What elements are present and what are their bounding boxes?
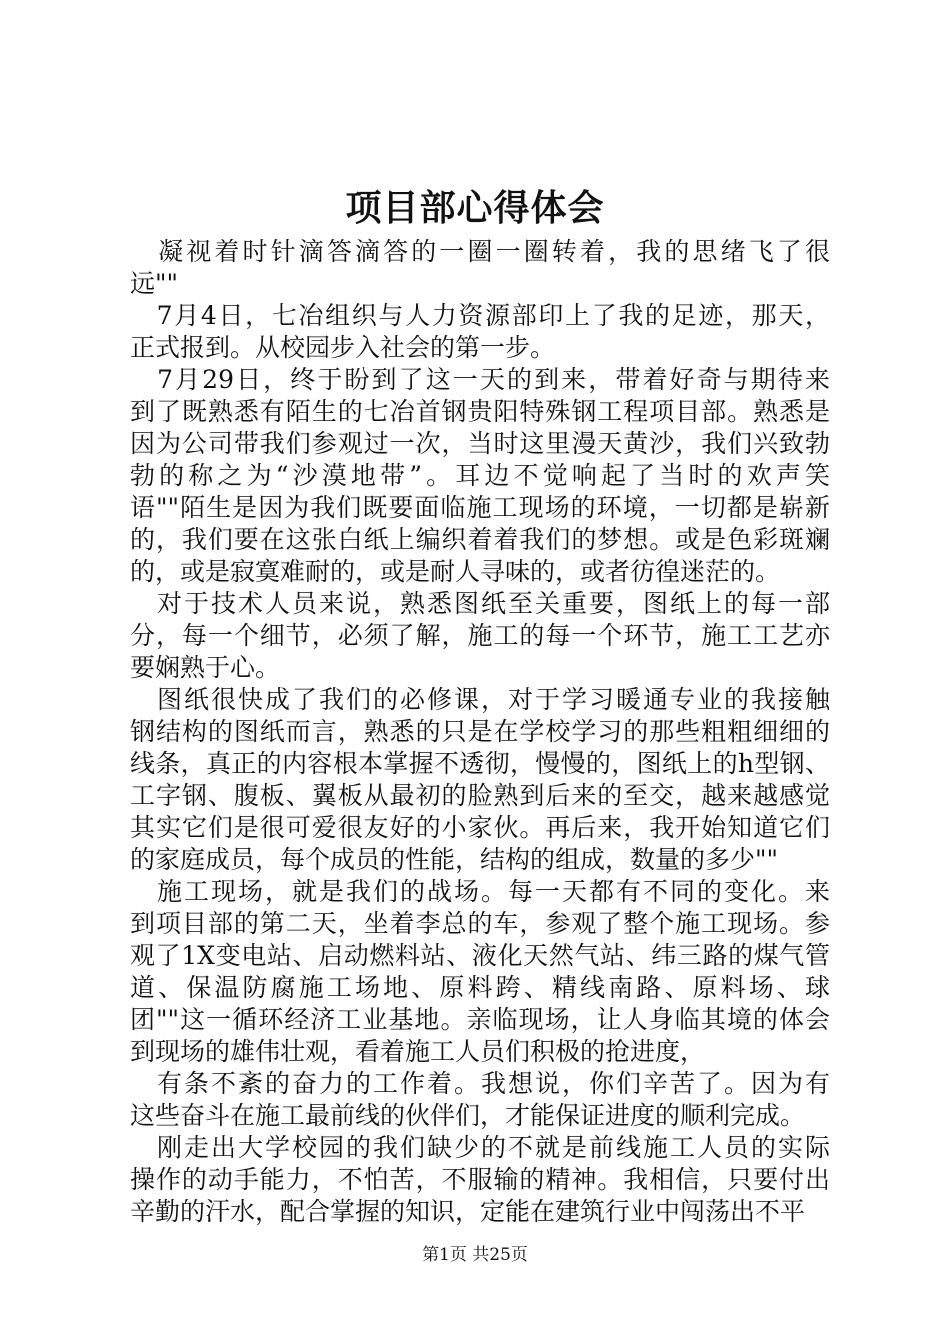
paragraph-line: 因为公司带我们参观过一次，当时这里漫天黄沙，我们兴致勃	[130, 429, 830, 458]
paragraph-line: 图纸很快成了我们的必修课，对于学习暖通专业的我接触	[130, 685, 830, 714]
paragraph-line: 的家庭成员，每个成员的性能，结构的组成，数量的多少""	[130, 845, 779, 874]
paragraph	[130, 300, 830, 364]
paragraph-line: 工字钢、腹板、翼板从最初的脸熟到后来的至交，越来越感觉	[130, 781, 830, 810]
paragraph-line: 要娴熟于心。	[130, 653, 281, 682]
paragraph-line: 观了1X变电站、启动燃料站、液化天然气站、纬三路的煤气管	[130, 941, 830, 970]
paragraph-line: 的，或是寂寞难耐的，或是耐人寻味的，或者彷徨迷茫的。	[130, 557, 781, 586]
paragraph-line: 到项目部的第二天，坐着李总的车，参观了整个施工现场。参	[130, 909, 830, 938]
paragraph-line: 7月29日，终于盼到了这一天的到来，带着好奇与期待来	[130, 365, 830, 394]
paragraph-line: 到了既熟悉有陌生的七冶首钢贵阳特殊钢工程项目部。熟悉是	[130, 397, 830, 426]
paragraph-line: 正式报到。从校园步入社会的第一步。	[130, 333, 556, 362]
paragraph-line: 对于技术人员来说，熟悉图纸至关重要，图纸上的每一部	[130, 589, 830, 618]
document-body	[130, 236, 830, 1228]
paragraph	[130, 236, 830, 300]
paragraph-line: 其实它们是很可爱很友好的小家伙。再后来，我开始知道它们	[130, 813, 830, 842]
paragraph-line: 的，我们要在这张白纸上编织着着我们的梦想。或是色彩斑斓	[130, 525, 830, 554]
paragraph-line: 有条不紊的奋力的工作着。我想说，你们辛苦了。因为有	[130, 1069, 830, 1098]
paragraph-line: 刚走出大学校园的我们缺少的不就是前线施工人员的实际	[130, 1133, 830, 1162]
paragraph	[130, 684, 830, 876]
paragraph-line: 团""这一循环经济工业基地。亲临现场，让人身临其境的体会	[130, 1005, 830, 1034]
paragraph-line: 分，每一个细节，必须了解，施工的每一个环节，施工工艺亦	[130, 621, 830, 650]
paragraph-line: 凝视着时针滴答滴答的一圈一圈转着，我的思绪飞了很	[130, 237, 830, 266]
paragraph-line: 道、保温防腐施工场地、原料跨、精线南路、原料场、球	[130, 973, 830, 1002]
paragraph-line: 施工现场，就是我们的战场。每一天都有不同的变化。来	[130, 877, 830, 906]
page-title: 项目部心得体会	[345, 187, 605, 229]
paragraph-line: 语""陌生是因为我们既要面临施工现场的环境，一切都是崭新	[130, 493, 830, 522]
paragraph-line: 操作的动手能力，不怕苦，不服输的精神。我相信，只要付出	[130, 1165, 830, 1194]
paragraph	[130, 876, 830, 1068]
page-number: 第1页 共25页	[422, 1245, 528, 1265]
paragraph-line: 远""	[130, 269, 178, 298]
paragraph-line: 辛勤的汗水，配合掌握的知识，定能在建筑行业中闯荡出不平	[130, 1197, 806, 1226]
paragraph	[130, 364, 830, 588]
paragraph-line: 勃的称之为“沙漠地带”。耳边不觉响起了当时的欢声笑	[130, 461, 830, 490]
paragraph	[130, 588, 830, 684]
paragraph-line: 线条，真正的内容根本掌握不透彻，慢慢的，图纸上的h型钢、	[130, 749, 830, 778]
paragraph-line: 钢结构的图纸而言，熟悉的只是在学校学习的那些粗粗细细的	[130, 717, 830, 746]
paragraph-line: 到现场的雄伟壮观，看着施工人员们积极的抢进度，	[130, 1037, 706, 1066]
paragraph-line: 这些奋斗在施工最前线的伙伴们，才能保证进度的顺利完成。	[130, 1101, 806, 1130]
paragraph	[130, 1068, 830, 1132]
paragraph-line: 7月4日，七冶组织与人力资源部印上了我的足迹，那天，	[130, 301, 830, 330]
paragraph	[130, 1132, 830, 1228]
